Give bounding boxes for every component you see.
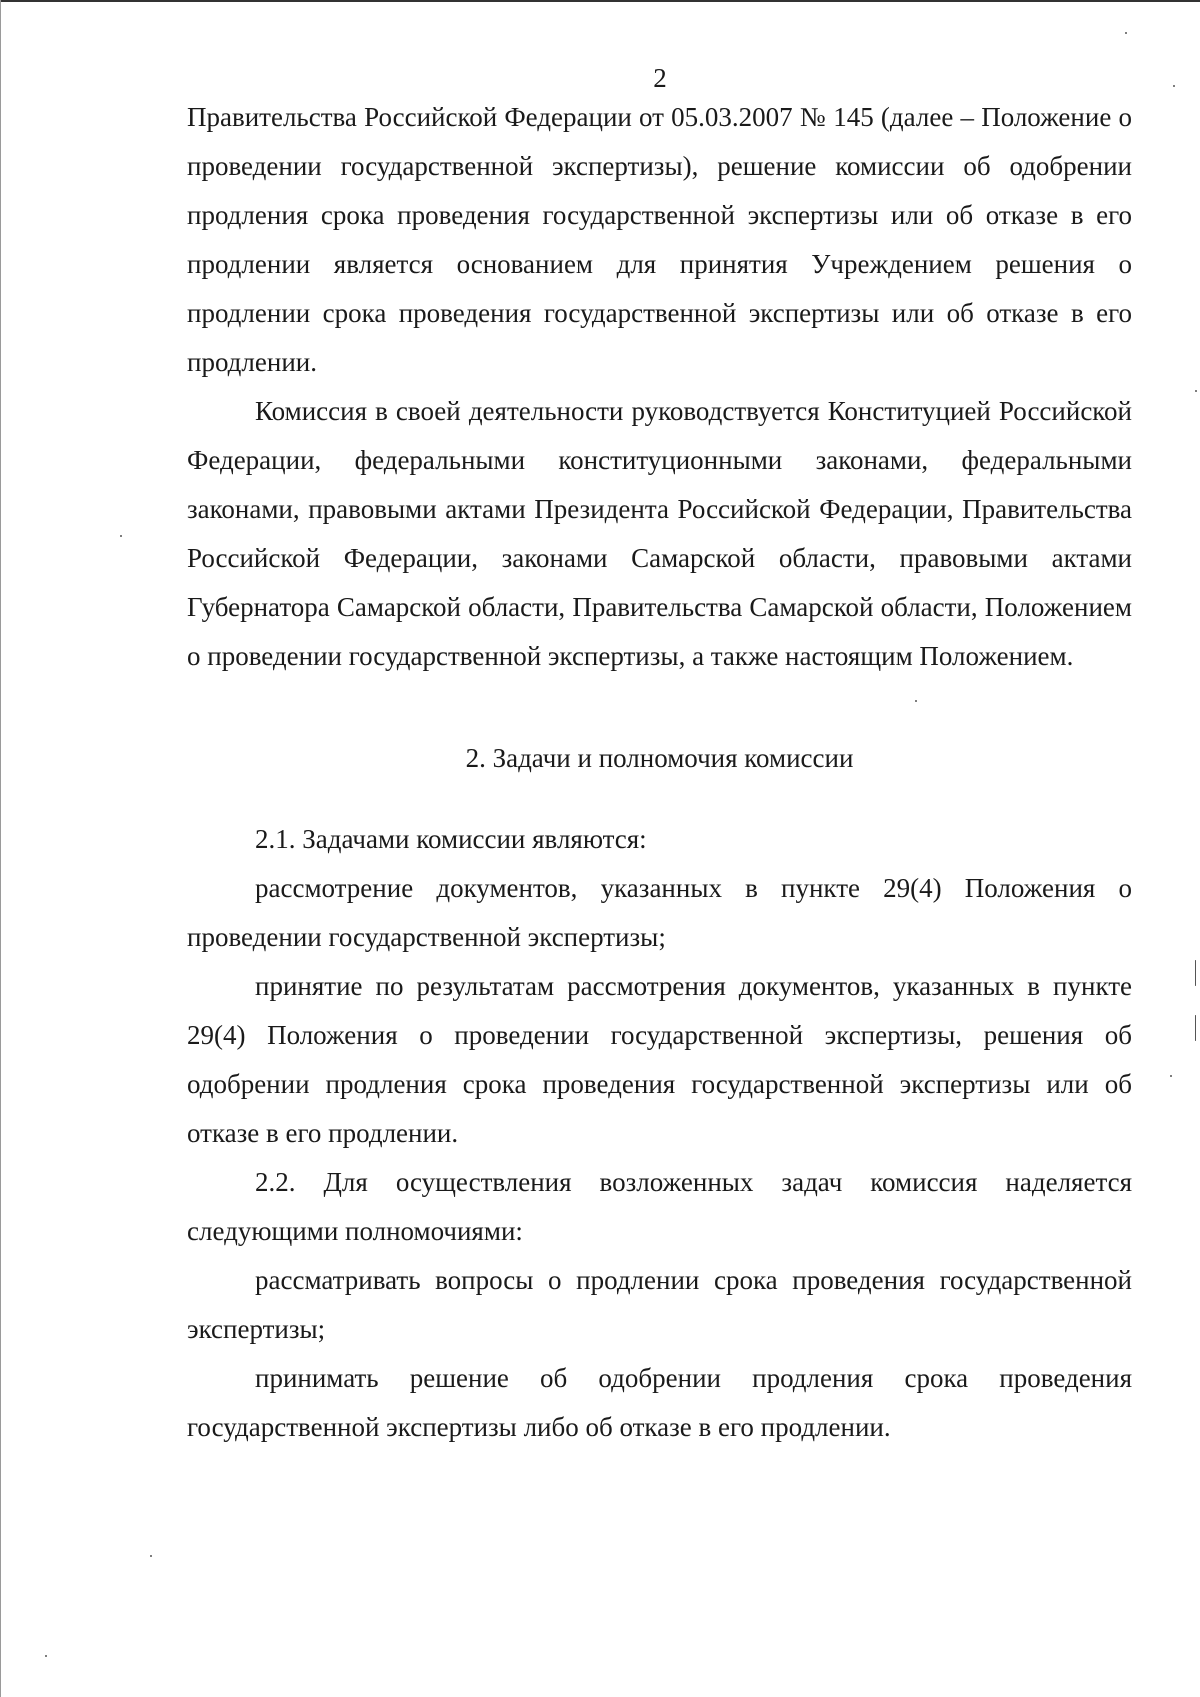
power-make-decision: принимать решение об одобрении продления срока проведения государственной экспертизы либо об отказе в его продлении.: [187, 1363, 1132, 1442]
scan-speck: [150, 1555, 152, 1557]
top-border-line: [0, 0, 1200, 2]
scan-speck: [1195, 960, 1196, 986]
task-review-documents: рассмотрение документов, указанных в пункте 29(4) Положения о проведении государственной экспертизы;: [187, 873, 1132, 952]
scan-speck: [1195, 390, 1197, 392]
scan-speck: [45, 1655, 47, 1657]
scan-speck: [120, 535, 122, 537]
section-heading: 2. Задачи и полномочия комиссии: [465, 743, 854, 773]
scan-speck: [1195, 1015, 1196, 1041]
clause-2-1: 2.1. Задачами комиссии являются:: [255, 824, 647, 854]
scan-speck: [1170, 1075, 1172, 1077]
power-consider-questions: рассматривать вопросы о продлении срока проведения государственной экспертизы;: [187, 1265, 1132, 1344]
task-adopt-decision: принятие по результатам рассмотрения документов, указанных в пункте 29(4) Положения о проведении государственной экспертизы, решения об одобрении продления срока проведения государственной экспертизы или об отказе в его продлении.: [187, 971, 1132, 1148]
left-scan-edge: [0, 0, 1, 1697]
paragraph-continuation: Правительства Российской Федерации от 05.03.2007 № 145 (далее – Положение о проведении государственной экспертизы), решение комиссии об одобрении продления срока проведения государственной экспертизы или об отказе в его продлении является основанием для принятия Учреждением решения о продлении срока проведения государственной экспертизы или об отказе в его продлении.: [187, 102, 1132, 377]
document-body: [187, 93, 1132, 1452]
page-number: 2: [653, 63, 667, 93]
paragraph-commission-guidance: Комиссия в своей деятельности руководствуется Конституцией Российской Федерации, федеральными конституционными законами, федеральными законами, правовыми актами Президента Российской Федерации, Правительства Российской Федерации, законами Самарской области, правовыми актами Губернатора Самарской области, Правительства Самарской области, Положением о проведении государственной экспертизы, а также настоящим Положением.: [187, 396, 1132, 671]
scan-speck: [1173, 85, 1175, 87]
scan-speck: [1125, 32, 1127, 34]
scan-speck: [915, 700, 917, 702]
clause-2-2: 2.2. Для осуществления возложенных задач комиссия наделяется следующими полномочиями:: [187, 1167, 1132, 1246]
